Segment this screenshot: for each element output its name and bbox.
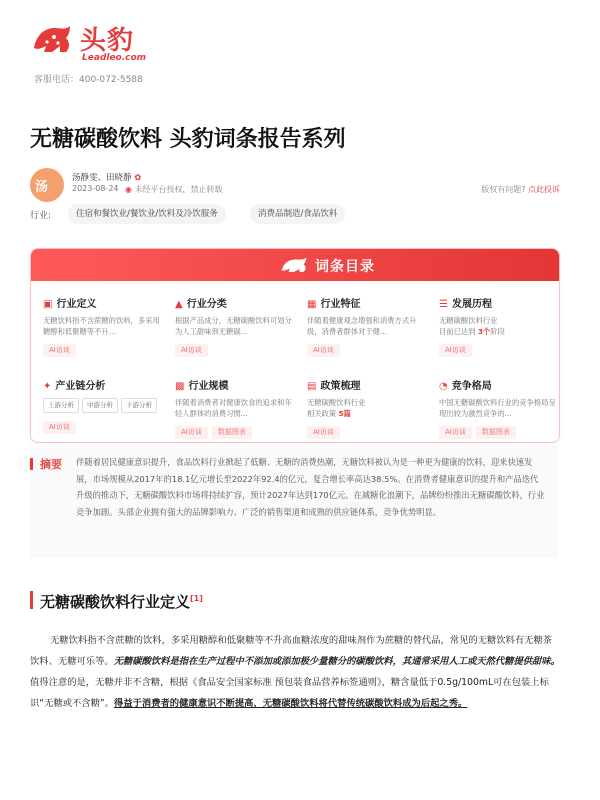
policy-icon: ▤: [307, 381, 317, 392]
complaint-link[interactable]: 点此投诉: [528, 185, 560, 194]
bar-chart-icon: ▩: [175, 381, 185, 392]
para-part: 值得注意的是，无糖并非不含糖，根据《食品安全国家标准 预包装食品营养标签通则》，糖含量低于0.5g/100mL可在包装上标识“无糖或不含糖”。: [30, 677, 549, 709]
card-desc: 伴随着消费者对健康饮食的追求和年轻人群体的消费习惯...: [175, 398, 292, 418]
features-icon: ▦: [307, 299, 317, 310]
glossary-card-chain[interactable]: [43, 377, 165, 434]
glossary-card-history[interactable]: [439, 295, 560, 357]
chain-subchips: [43, 392, 165, 414]
industry-tag[interactable]: 消费品制造/食品饮料: [250, 204, 345, 224]
glossary-header: [31, 249, 559, 281]
glossary-card-competition[interactable]: [439, 377, 560, 439]
license-text: 未经平台授权，禁止转载: [134, 185, 223, 194]
history-icon: ☰: [439, 299, 448, 310]
para-highlight: 得益于消费者的健康意识不断提高，无糖碳酸饮料将代替传统碳酸饮料成为后起之秀。: [114, 698, 468, 709]
industry-label: 行业:: [30, 211, 52, 221]
pie-chart-icon: ◔: [439, 381, 448, 392]
card-desc: 根据产品成分，无糖碳酸饮料可划分为人工甜味剂无糖碳...: [175, 316, 292, 336]
reference-link[interactable]: [1]: [190, 594, 203, 603]
ai-interview-chip[interactable]: AI访谈: [175, 426, 208, 439]
copyright-icon: ◉: [125, 185, 132, 194]
card-desc: 无糖碳酸饮料行业 目前已达到 3个阶段: [439, 316, 505, 336]
brand-name: 头豹: [80, 26, 135, 56]
card-title: 行业分类: [186, 299, 227, 310]
card-title: 产业链分析: [55, 381, 106, 392]
card-desc: 中国无糖碳酸饮料行业的竞争格局呈现出较为激烈竞争的...: [439, 398, 556, 418]
brand-url: Leadleo.com: [82, 53, 147, 63]
authors-names: 汤静雯、田晓静: [72, 173, 132, 183]
glossary-panel: [30, 248, 560, 443]
upstream-chip[interactable]: 上游分析: [43, 398, 79, 413]
ai-interview-chip[interactable]: AI访谈: [439, 426, 472, 439]
downstream-chip[interactable]: 下游分析: [121, 398, 157, 413]
ai-interview-chip[interactable]: AI访谈: [307, 426, 340, 439]
section-title: 无糖碳酸饮料行业定义[1]: [40, 593, 203, 611]
glossary-card-scale[interactable]: [175, 377, 297, 439]
abstract-block: [30, 446, 558, 558]
leopard-icon: [279, 253, 309, 277]
ai-interview-chip[interactable]: AI访谈: [175, 344, 208, 357]
author-avatar: [30, 168, 64, 202]
para-part: 无糖饮料指不含蔗糖的饮料，多采用糖醇和低聚糖等不升高血糖浓度的甜味剂作为蔗糖的替代品，常见的无糖饮料有无糖茶饮料、无糖可乐等。: [30, 635, 553, 667]
abstract-label: 摘要: [40, 458, 62, 471]
definition-icon: ▣: [43, 299, 53, 310]
chain-icon: ✦: [43, 381, 52, 392]
card-title: 政策梳理: [320, 381, 361, 392]
glossary-card-definition[interactable]: [43, 295, 165, 357]
card-title: 竞争格局: [451, 381, 492, 392]
midstream-chip[interactable]: 中游分析: [82, 398, 118, 413]
report-title: 无糖碳酸饮料 头豹词条报告系列: [30, 127, 346, 152]
leadleo-logo[interactable]: [30, 18, 150, 66]
data-chart-chip[interactable]: 数据图表: [476, 426, 516, 439]
definition-paragraph: [30, 630, 560, 714]
avatar-initial: 汤: [35, 180, 49, 195]
card-desc: 无糖碳酸饮料行业 相关政策 5篇: [307, 398, 366, 418]
card-title: 发展历程: [451, 299, 492, 310]
card-title: 行业定义: [56, 299, 97, 310]
section-marker: [30, 591, 33, 609]
license-note: [125, 184, 223, 195]
leopard-logo-icon: [30, 18, 74, 62]
rights-prefix: 版权有问题?: [481, 185, 526, 194]
ai-interview-chip[interactable]: AI访谈: [43, 421, 76, 434]
report-authors[interactable]: [72, 171, 141, 183]
abstract-text: 伴随着居民健康意识提升，食品饮料行业掀起了低糖、无糖的消费热潮，无糖饮料被认为是一种更为健康的饮料，迎来快速发展，市场规模从2017年的18.1亿元增长至2022年92.4的亿元，复合增长率高达38.5%。在消费者健康意识的提升和产品迭代升级的推动下，无糖碳酸饮料市场将持续扩容，预计2027年达到170亿元。在减糖化浪潮下，品牌纷纷推出无糖碳酸饮料，行业竞争加剧。头部企业拥有强大的品牌影响力、广泛的销售渠道和成熟的供应链体系，竞争优势明显。: [76, 457, 545, 517]
abstract-marker: [30, 458, 33, 470]
industry-tag[interactable]: 住宿和餐饮业/餐饮业/饮料及冷饮服务: [68, 204, 226, 224]
ai-interview-chip[interactable]: AI访谈: [439, 344, 472, 357]
data-chart-chip[interactable]: 数据图表: [212, 426, 252, 439]
publish-date: 2023-08-24: [72, 184, 119, 193]
ai-interview-chip[interactable]: AI访谈: [43, 344, 76, 357]
service-phone: 客服电话：400-072-5588: [34, 75, 143, 85]
card-title: 行业规模: [188, 381, 229, 392]
ai-interview-chip[interactable]: AI访谈: [307, 344, 340, 357]
glossary-card-features[interactable]: [307, 295, 429, 357]
glossary-card-classification[interactable]: [175, 295, 297, 357]
glossary-title: 词条目录: [315, 259, 375, 275]
card-title: 行业特征: [320, 299, 361, 310]
classification-icon: ▲: [175, 299, 183, 310]
card-desc: 无糖饮料指不含蔗糖的饮料，多采用糖醇和低聚糖等不升...: [43, 316, 160, 336]
glossary-card-policy[interactable]: [307, 377, 429, 439]
para-emphasis: 无糖碳酸饮料是指在生产过程中不添加或添加极少量糖分的碳酸饮料，其通常采用人工或天然代糖提供甜味。: [113, 656, 560, 667]
card-desc: 伴随着健康观念增强和消费方式升级，消费者群体对于健...: [307, 316, 417, 336]
rights-complaint: [481, 184, 560, 195]
verified-badge-icon: ✿: [134, 173, 142, 183]
